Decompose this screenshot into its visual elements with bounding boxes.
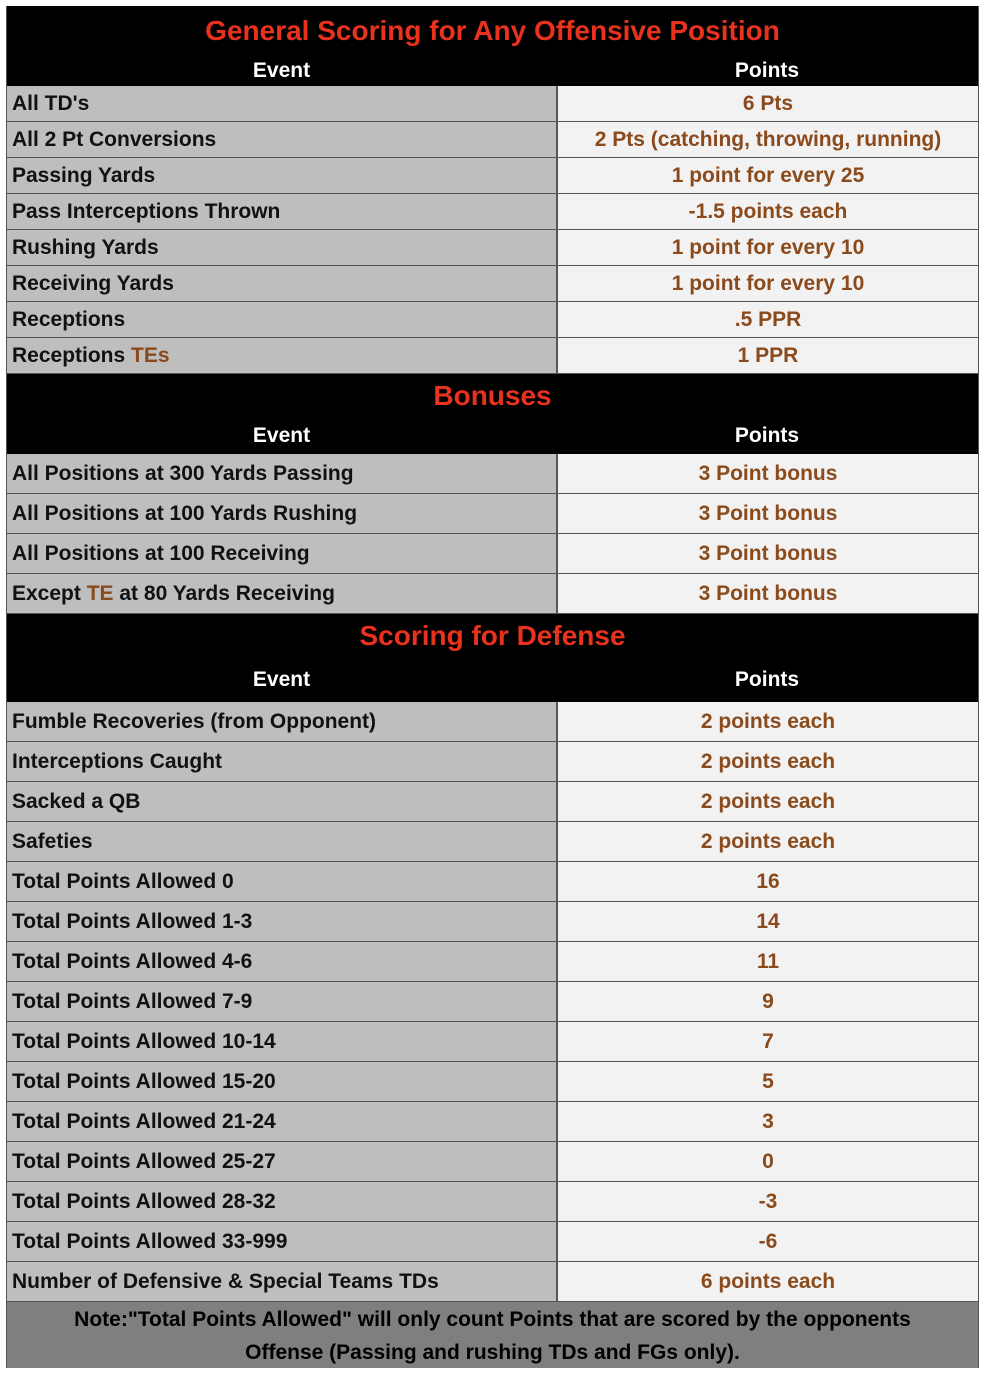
event-text: Except [12, 582, 87, 605]
event-cell: Fumble Recoveries (from Opponent) [7, 702, 556, 742]
table-row [7, 454, 978, 494]
note-line-2: Offense (Passing and rushing TDs and FGs only). [245, 1341, 740, 1364]
scoring-sheet [6, 6, 979, 1368]
defense-event-header: Event [252, 668, 311, 691]
table-row [7, 194, 978, 230]
table-row [7, 1262, 978, 1302]
event-cell: Total Points Allowed 1-3 [7, 902, 556, 942]
table-row [7, 902, 978, 942]
event-cell: All TD's [7, 86, 556, 122]
table-row [7, 86, 978, 122]
event-cell: Total Points Allowed 25-27 [7, 1142, 556, 1182]
points-cell: -6 [556, 1222, 978, 1262]
table-row [7, 942, 978, 982]
table-row [7, 158, 978, 194]
table-row [7, 822, 978, 862]
event-cell: Total Points Allowed 21-24 [7, 1102, 556, 1142]
points-cell: 2 Pts (catching, throwing, running) [556, 122, 978, 158]
table-row [7, 742, 978, 782]
table-row [7, 1102, 978, 1142]
points-cell: -1.5 points each [556, 194, 978, 230]
offense-rows [7, 86, 978, 338]
te-highlight: TE [86, 582, 114, 605]
table-row [7, 534, 978, 574]
offense-points-header: Points [734, 59, 800, 82]
points-cell: 1 point for every 25 [556, 158, 978, 194]
points-cell: 2 points each [556, 782, 978, 822]
points-cell: 3 Point bonus [556, 494, 978, 534]
event-cell: Total Points Allowed 15-20 [7, 1062, 556, 1102]
event-cell: Safeties [7, 822, 556, 862]
points-cell: 2 points each [556, 742, 978, 782]
points-cell: 5 [556, 1062, 978, 1102]
table-row [7, 266, 978, 302]
table-row [7, 982, 978, 1022]
bonuses-rows [7, 454, 978, 574]
table-row [7, 1222, 978, 1262]
event-cell: All 2 Pt Conversions [7, 122, 556, 158]
event-cell: Total Points Allowed 33-999 [7, 1222, 556, 1262]
event-cell: Pass Interceptions Thrown [7, 194, 556, 230]
event-text: Receptions [12, 344, 132, 367]
bonuses-points-header: Points [734, 424, 800, 447]
points-cell: 2 points each [556, 822, 978, 862]
table-row [7, 782, 978, 822]
bonuses-section-title: Bonuses [7, 374, 978, 418]
table-row [7, 862, 978, 902]
points-cell: 3 [556, 1102, 978, 1142]
points-cell: 2 points each [556, 702, 978, 742]
offense-section-title: General Scoring for Any Offensive Position [7, 6, 978, 56]
event-cell: All Positions at 300 Yards Passing [7, 454, 556, 494]
defense-section-title: Scoring for Defense [7, 614, 978, 658]
bonuses-event-header: Event [252, 424, 311, 447]
points-cell: 9 [556, 982, 978, 1022]
event-cell: Receptions [7, 302, 556, 338]
points-cell: 6 points each [556, 1262, 978, 1302]
defense-rows [7, 702, 978, 1302]
points-cell: 3 Point bonus [556, 574, 978, 614]
note-footer [7, 1302, 978, 1368]
table-row [7, 302, 978, 338]
event-text: at 80 Yards Receiving [113, 582, 335, 605]
note-line-1: Note:"Total Points Allowed" will only count Points that are scored by the opponents [74, 1308, 911, 1331]
table-row [7, 574, 978, 614]
event-cell: Passing Yards [7, 158, 556, 194]
event-cell: All Positions at 100 Receiving [7, 534, 556, 574]
table-row [7, 230, 978, 266]
bonuses-header-row [7, 418, 978, 454]
defense-points-header: Points [734, 668, 800, 691]
table-row [7, 1182, 978, 1222]
points-cell: 7 [556, 1022, 978, 1062]
points-cell: 11 [556, 942, 978, 982]
table-row [7, 338, 978, 374]
table-row [7, 1142, 978, 1182]
points-cell: 16 [556, 862, 978, 902]
table-row [7, 1062, 978, 1102]
event-cell: Number of Defensive & Special Teams TDs [7, 1262, 556, 1302]
te-highlight: TEs [131, 344, 170, 367]
points-cell: 1 point for every 10 [556, 266, 978, 302]
points-cell: 14 [556, 902, 978, 942]
points-cell: 3 Point bonus [556, 534, 978, 574]
event-cell: Sacked a QB [7, 782, 556, 822]
points-cell: 1 point for every 10 [556, 230, 978, 266]
points-cell: 6 Pts [556, 86, 978, 122]
event-cell: All Positions at 100 Yards Rushing [7, 494, 556, 534]
event-cell: Total Points Allowed 4-6 [7, 942, 556, 982]
points-cell: 1 PPR [556, 338, 978, 374]
table-row [7, 1022, 978, 1062]
points-cell: -3 [556, 1182, 978, 1222]
table-row [7, 494, 978, 534]
table-row [7, 122, 978, 158]
offense-header-row [7, 56, 978, 86]
points-cell: 3 Point bonus [556, 454, 978, 494]
event-cell: Rushing Yards [7, 230, 556, 266]
event-cell [7, 574, 556, 614]
offense-event-header: Event [252, 59, 311, 82]
event-cell: Total Points Allowed 7-9 [7, 982, 556, 1022]
points-cell: 0 [556, 1142, 978, 1182]
table-row [7, 702, 978, 742]
event-cell: Total Points Allowed 10-14 [7, 1022, 556, 1062]
defense-header-row [7, 658, 978, 702]
event-cell [7, 338, 556, 374]
event-cell: Interceptions Caught [7, 742, 556, 782]
event-cell: Total Points Allowed 28-32 [7, 1182, 556, 1222]
event-cell: Total Points Allowed 0 [7, 862, 556, 902]
points-cell: .5 PPR [556, 302, 978, 338]
event-cell: Receiving Yards [7, 266, 556, 302]
